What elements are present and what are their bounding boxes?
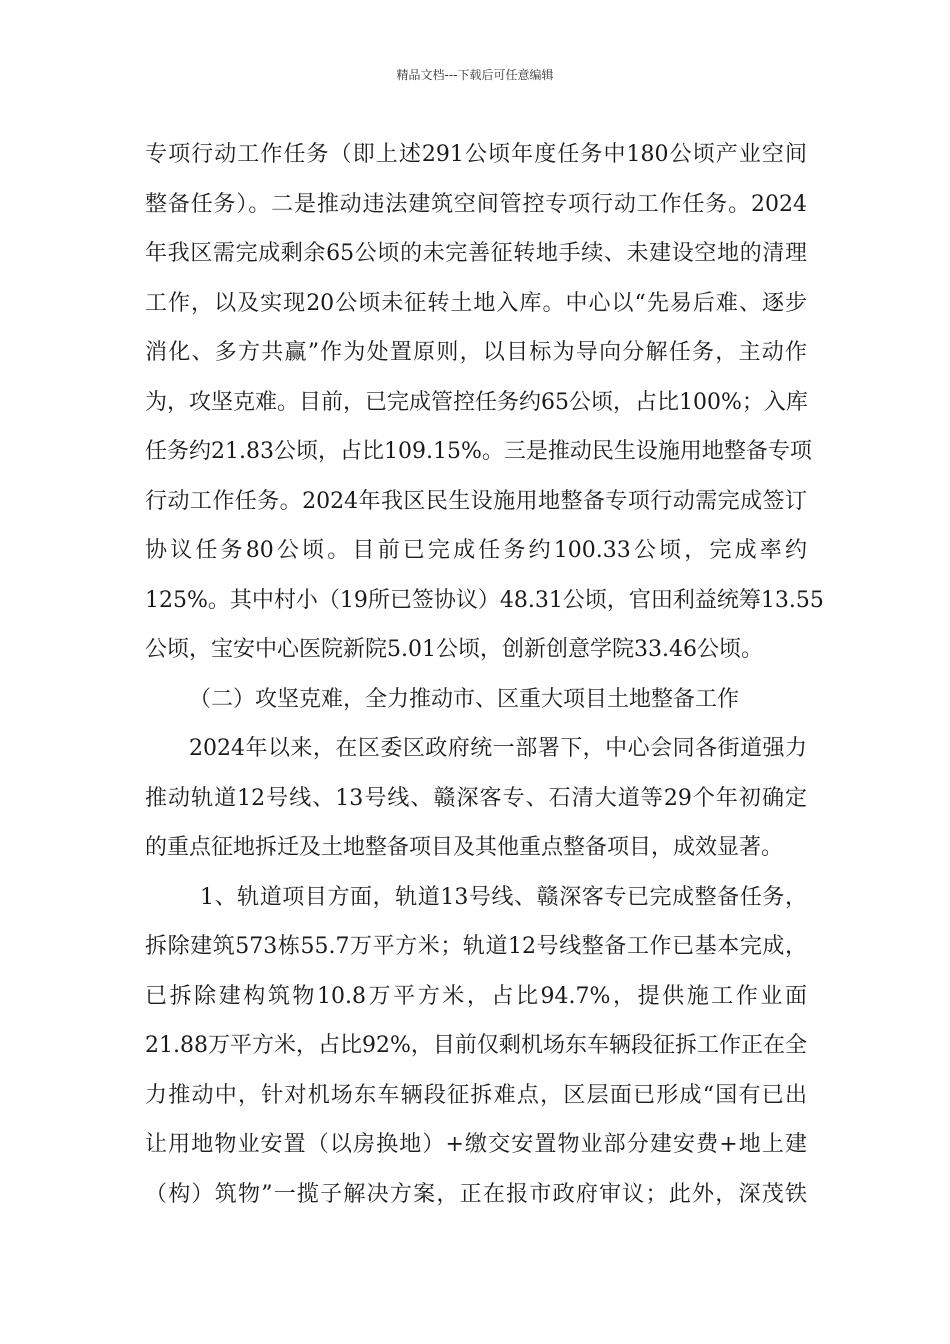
- text-line: 专项行动工作任务（即上述291公顷年度任务中180公顷产业空间: [145, 142, 807, 167]
- text-line: 任务约21.83公顷，占比109.15%。三是推动民生设施用地整备专项: [145, 439, 812, 464]
- text-line: 协议任务80公顷。目前已完成任务约100.33公顷，完成率约: [145, 538, 807, 563]
- text-line: 为，攻坚克难。目前，已完成管控任务约65公顷，占比100%；入库: [145, 389, 808, 415]
- text-line: 公顷，宝安中心医院新院5.01公顷，创新创意学院33.46公顷。: [145, 637, 763, 662]
- text-line: 行动工作任务。2024年我区民生设施用地整备专项行动需完成签订: [145, 488, 807, 514]
- text-line: 的重点征地拆迁及土地整备项目及其他重点整备项目，成效显著。: [145, 835, 784, 860]
- text-line: 125%。其中村小（19所已签协议）48.31公顷，官田利益统筹13.55: [145, 587, 824, 613]
- text-line: 消化、多方共赢”作为处置原则，以目标为导向分解任务，主动作: [145, 340, 807, 365]
- text-line: 推动轨道12号线、13号线、赣深客专、石清大道等29个年初确定: [145, 785, 807, 811]
- text-line: 让用地物业安置（以房换地）+缴交安置物业部分建安费+地上建: [145, 1132, 807, 1157]
- document-body: [145, 130, 824, 1219]
- text-line: 拆除建筑573栋55.7万平方米；轨道12号线整备工作已基本完成，: [145, 934, 807, 959]
- text-line: （构）筑物”一揽子解决方案，正在报市政府审议；此外，深茂铁: [145, 1181, 807, 1207]
- text-line: 1、轨道项目方面，轨道13号线、赣深客专已完成整备任务，: [200, 884, 807, 910]
- text-line: 已拆除建构筑物10.8万平方米，占比94.7%，提供施工作业面: [145, 983, 807, 1009]
- text-line: 21.88万平方米，占比92%，目前仅剩机场东车辆段征拆工作正在全: [145, 1033, 807, 1058]
- text-line: 力推动中，针对机场东车辆段征拆难点，区层面已形成“国有已出: [145, 1082, 807, 1108]
- section-heading: （二）攻坚克难，全力推动市、区重大项目土地整备工作: [189, 686, 740, 712]
- text-line: 工作，以及实现20公顷未征转土地入库。中心以“先易后难、逐步: [145, 290, 807, 316]
- text-line: 2024年以来，在区委区政府统一部署下，中心会同各街道强力: [189, 736, 807, 761]
- text-line: 整备任务）。二是推动违法建筑空间管控专项行动工作任务。2024: [145, 191, 807, 217]
- text-line: 年我区需完成剩余65公顷的未完善征转地手续、未建设空地的清理: [145, 241, 807, 266]
- page-header: 精品文档---下载后可任意编辑: [396, 68, 554, 82]
